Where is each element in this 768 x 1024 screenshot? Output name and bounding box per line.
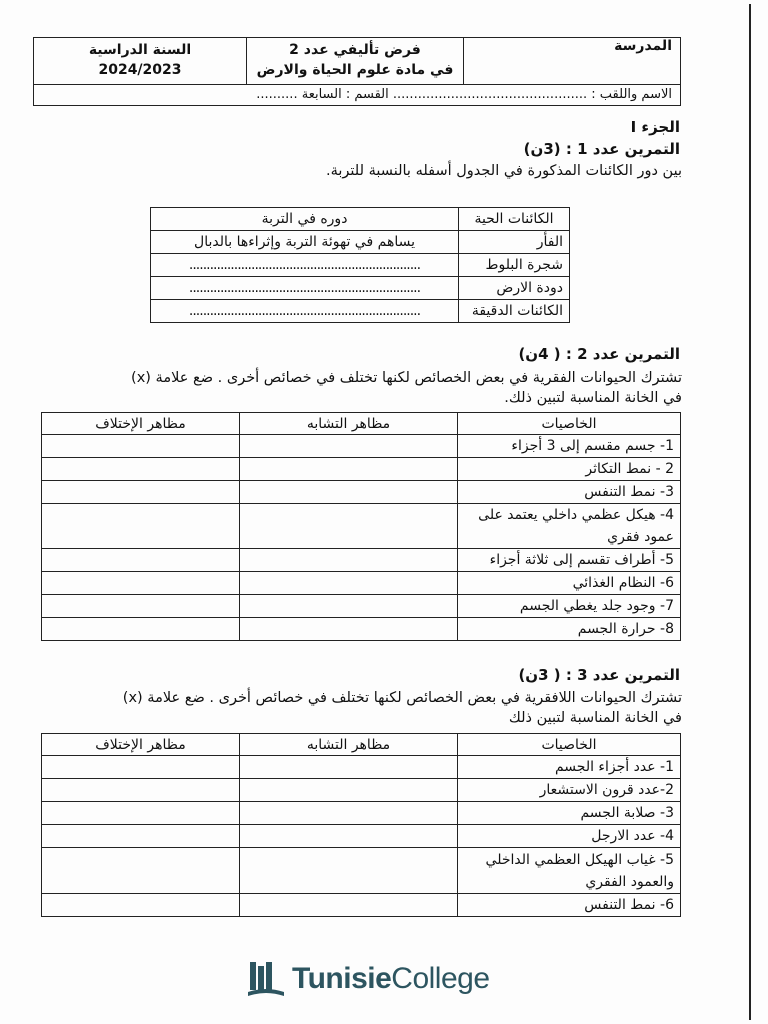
property-cell: 5- أطراف تقسم إلى ثلاثة أجزاء <box>458 549 681 572</box>
ex1-table <box>150 207 570 323</box>
property-cell: 8- حرارة الجسم <box>458 618 681 641</box>
property-cell: 2 - نمط التكاثر <box>458 458 681 481</box>
property-cell: 6- نمط التنفس <box>458 894 681 917</box>
table-row <box>151 254 570 277</box>
school-year-cell <box>34 38 247 85</box>
ex1-being: الكائنات الدقيقة <box>459 300 570 323</box>
table-row <box>42 549 681 572</box>
diff-checkbox-cell[interactable] <box>42 618 240 641</box>
table-row <box>151 300 570 323</box>
similar-checkbox-cell[interactable] <box>240 894 458 917</box>
exam-header <box>33 37 681 106</box>
class-field[interactable]: .......... <box>256 87 298 102</box>
ex3-instruction: تشترك الحيوانات اللافقرية في بعض الخصائص لكنها تختلف في خصائص أخرى . ضع علامة (x) <box>122 690 682 706</box>
property-cell: 4- هيكل عظمي داخلي يعتمد على عمود فقري <box>458 504 681 549</box>
similar-checkbox-cell[interactable] <box>240 618 458 641</box>
diff-checkbox-cell[interactable] <box>42 756 240 779</box>
part-title: الجزء I <box>630 118 680 136</box>
exam-title-cell <box>247 38 464 85</box>
property-cell: 1- عدد أجزاء الجسم <box>458 756 681 779</box>
diff-checkbox-cell[interactable] <box>42 504 240 549</box>
ex2-col-diff: مظاهر الإختلاف <box>42 413 240 435</box>
similar-checkbox-cell[interactable] <box>240 756 458 779</box>
ex2-col-props: الخاصيات <box>458 413 681 435</box>
logo-text-light: College <box>391 962 490 995</box>
table-row <box>42 618 681 641</box>
ex3-col-diff: مظاهر الإختلاف <box>42 734 240 756</box>
table-row <box>42 504 681 549</box>
ex1-being: الفأر <box>459 231 570 254</box>
property-cell: 1- جسم مقسم إلى 3 أجزاء <box>458 435 681 458</box>
table-row <box>42 595 681 618</box>
student-info-row <box>34 85 681 106</box>
ex2-instruction: تشترك الحيوانات الفقرية في بعض الخصائص لكنها تختلف في خصائص أخرى . ضع علامة (x) <box>131 370 682 386</box>
ex2-title: التمرين عدد 2 : ( 4ن) <box>518 345 680 363</box>
table-row <box>151 277 570 300</box>
diff-checkbox-cell[interactable] <box>42 572 240 595</box>
similar-checkbox-cell[interactable] <box>240 481 458 504</box>
exam-subject: في مادة علوم الحياة والارض <box>256 62 454 78</box>
similar-checkbox-cell[interactable] <box>240 549 458 572</box>
ex2-instruction-2: في الخانة المناسبة لتبين ذلك. <box>504 390 682 406</box>
logo-text <box>292 962 490 996</box>
school-label: المدرسة <box>614 38 672 54</box>
ex1-role: يساهم في تهوئة التربة وإثراءها بالدبال <box>151 231 459 254</box>
similar-checkbox-cell[interactable] <box>240 435 458 458</box>
ex1-col-role: دوره في التربة <box>151 208 459 231</box>
property-cell: 3- صلابة الجسم <box>458 802 681 825</box>
name-field[interactable]: ............................................... <box>392 87 588 102</box>
similar-checkbox-cell[interactable] <box>240 848 458 894</box>
table-row <box>42 825 681 848</box>
ex1-instruction: بين دور الكائنات المذكورة في الجدول أسفله بالنسبة للتربة. <box>326 163 682 179</box>
book-icon <box>246 958 286 1000</box>
table-row <box>42 756 681 779</box>
diff-checkbox-cell[interactable] <box>42 481 240 504</box>
diff-checkbox-cell[interactable] <box>42 549 240 572</box>
diff-checkbox-cell[interactable] <box>42 435 240 458</box>
diff-checkbox-cell[interactable] <box>42 894 240 917</box>
table-row <box>42 572 681 595</box>
ex1-role-answer[interactable]: ................................................................... <box>151 277 459 300</box>
ex1-being: دودة الارض <box>459 277 570 300</box>
property-cell: 6- النظام الغذائي <box>458 572 681 595</box>
school-cell <box>464 38 681 85</box>
school-year-value: 2024/2023 <box>98 62 182 78</box>
ex2-col-similar: مظاهر التشابه <box>240 413 458 435</box>
table-row <box>42 481 681 504</box>
ex1-role-answer[interactable]: ................................................................... <box>151 254 459 277</box>
diff-checkbox-cell[interactable] <box>42 595 240 618</box>
ex1-being: شجرة البلوط <box>459 254 570 277</box>
table-row <box>42 779 681 802</box>
diff-checkbox-cell[interactable] <box>42 458 240 481</box>
property-cell: 3- نمط التنفس <box>458 481 681 504</box>
similar-checkbox-cell[interactable] <box>240 595 458 618</box>
table-row <box>42 458 681 481</box>
property-cell: 7- وجود جلد يغطي الجسم <box>458 595 681 618</box>
ex3-col-similar: مظاهر التشابه <box>240 734 458 756</box>
similar-checkbox-cell[interactable] <box>240 458 458 481</box>
ex3-title: التمرين عدد 3 : ( 3ن) <box>518 666 680 684</box>
similar-checkbox-cell[interactable] <box>240 825 458 848</box>
similar-checkbox-cell[interactable] <box>240 504 458 549</box>
school-year-label: السنة الدراسية <box>88 42 192 58</box>
similar-checkbox-cell[interactable] <box>240 802 458 825</box>
property-cell: 4- عدد الارجل <box>458 825 681 848</box>
diff-checkbox-cell[interactable] <box>42 779 240 802</box>
ex2-table <box>41 412 681 641</box>
similar-checkbox-cell[interactable] <box>240 572 458 595</box>
ex1-role-answer[interactable]: ................................................................... <box>151 300 459 323</box>
diff-checkbox-cell[interactable] <box>42 802 240 825</box>
page-edge-line <box>749 4 751 1020</box>
ex1-col-being: الكائنات الحية <box>459 208 570 231</box>
logo-text-bold: Tunisie <box>292 962 392 995</box>
ex1-title: التمرين عدد 1 : (3ن) <box>523 140 680 158</box>
table-row <box>42 894 681 917</box>
diff-checkbox-cell[interactable] <box>42 825 240 848</box>
property-cell: 2-عدد قرون الاستشعار <box>458 779 681 802</box>
name-label: الاسم واللقب : <box>591 87 672 102</box>
table-row <box>151 231 570 254</box>
similar-checkbox-cell[interactable] <box>240 779 458 802</box>
table-row <box>42 802 681 825</box>
exam-title: فرض تأليفي عدد 2 <box>289 42 421 58</box>
property-cell: 5- غياب الهيكل العظمي الداخلي والعمود الفقري <box>458 848 681 894</box>
ex3-col-props: الخاصيات <box>458 734 681 756</box>
table-row <box>42 848 681 894</box>
diff-checkbox-cell[interactable] <box>42 848 240 894</box>
ex3-instruction-2: في الخانة المناسبة لتبين ذلك <box>508 710 682 726</box>
ex3-table <box>41 733 681 917</box>
class-label: القسم : السابعة <box>301 87 389 102</box>
table-row <box>42 435 681 458</box>
tunisie-college-logo <box>246 958 490 1000</box>
